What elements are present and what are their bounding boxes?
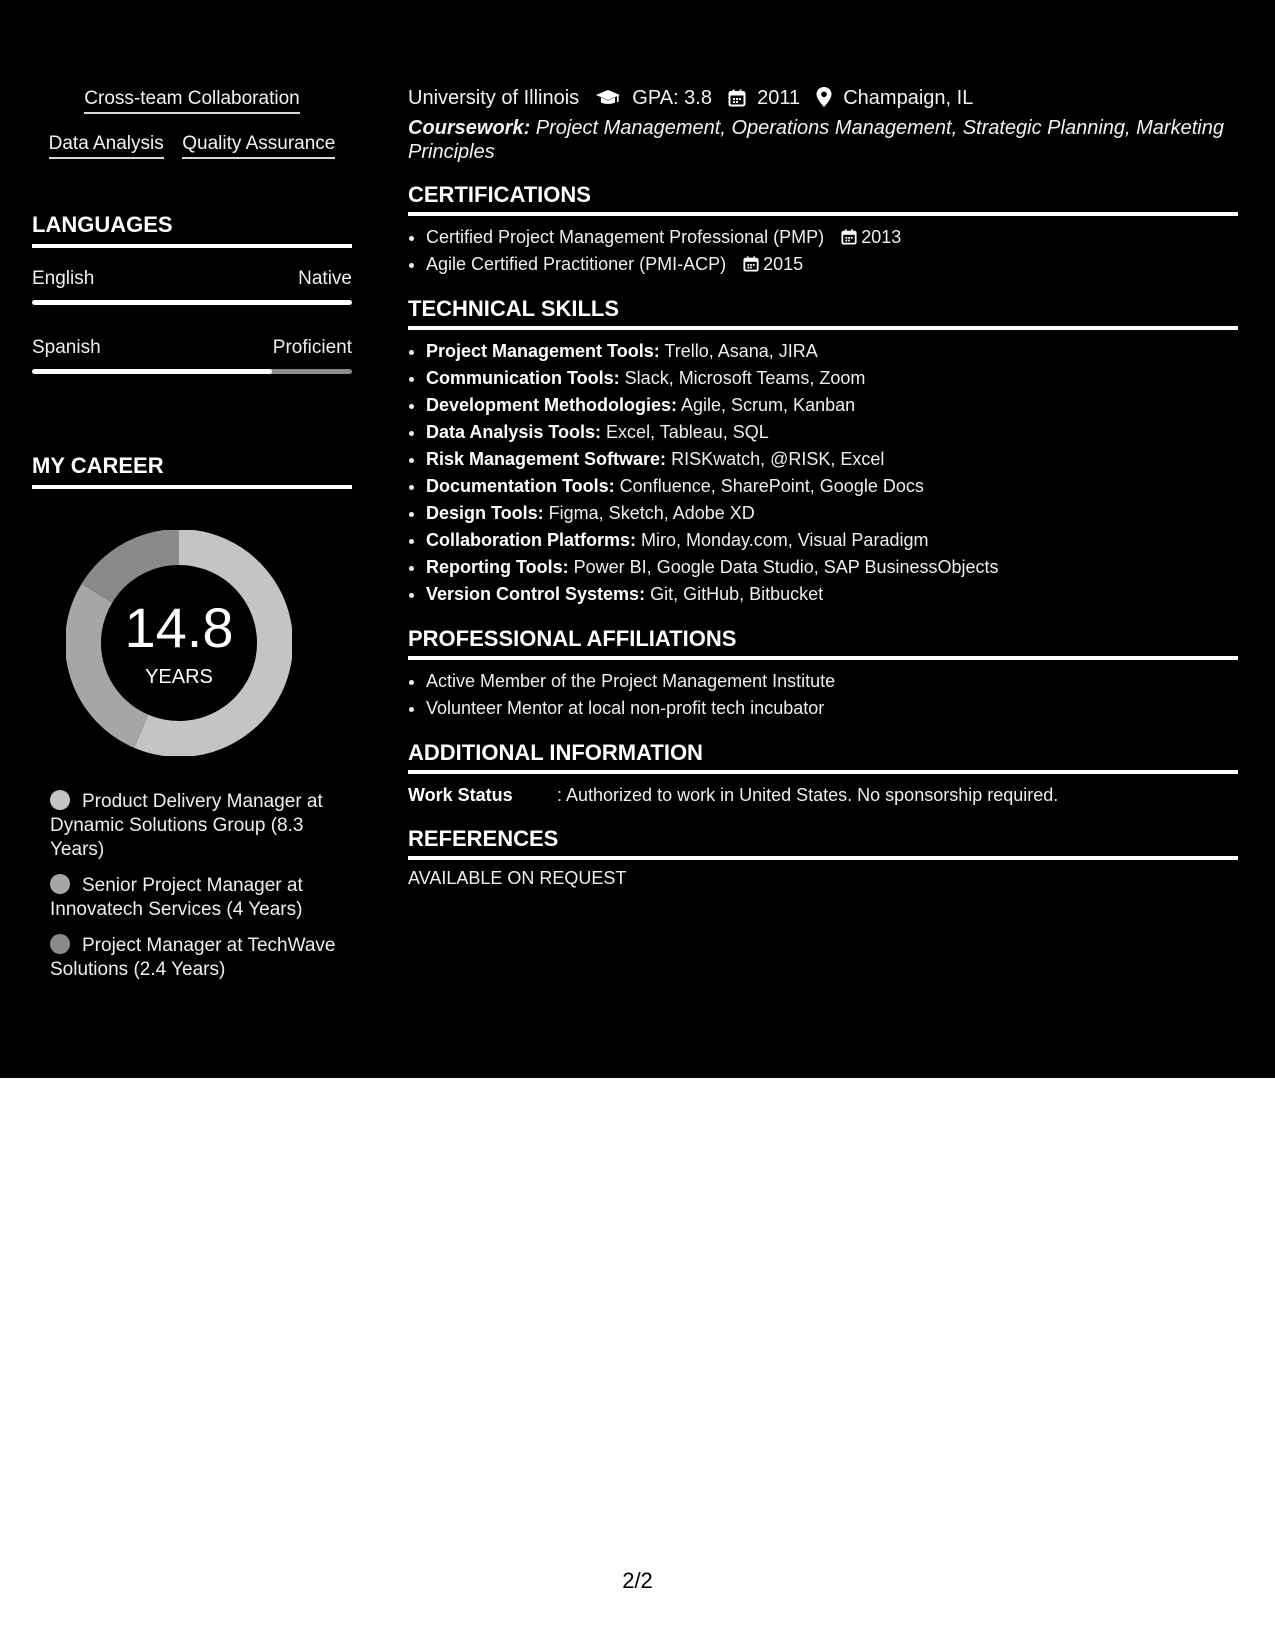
skill-category: Data Analysis Tools: (426, 422, 602, 442)
certification-year: 2015 (763, 254, 804, 274)
career-heading: MY CAREER (32, 453, 352, 489)
calendar-icon (743, 256, 759, 272)
skill-category: Reporting Tools: (426, 557, 569, 577)
skill-values: Trello, Asana, JIRA (659, 341, 818, 361)
skill-category: Version Control Systems: (426, 584, 646, 604)
skill-item (426, 473, 1238, 500)
skill-values: Figma, Sketch, Adobe XD (543, 503, 755, 523)
skills-row-2 (32, 133, 352, 159)
proficiency-bar (32, 369, 352, 374)
graduation-year: 2011 (757, 87, 801, 109)
legend-dot (50, 874, 70, 894)
skill-item (426, 392, 1238, 419)
school-name: University of Illinois (408, 87, 580, 109)
proficiency-fill (32, 300, 352, 305)
calendar-icon (841, 229, 857, 245)
skills-row-1 (32, 88, 352, 114)
references-heading: REFERENCES (408, 826, 1238, 860)
additional-info-heading: ADDITIONAL INFORMATION (408, 740, 1238, 774)
gpa: GPA: 3.8 (632, 87, 712, 109)
technical-skills-list (408, 338, 1238, 608)
skill-item (426, 527, 1238, 554)
coursework-list: Project Management, Operations Management, Strategic Planning, Marketing Principles (408, 117, 1224, 163)
language-level: Proficient (272, 337, 352, 358)
certifications-list (408, 224, 1238, 278)
skill-item (426, 500, 1238, 527)
skill-values: RISKwatch, @RISK, Excel (666, 449, 885, 469)
certification-year: 2013 (861, 227, 902, 247)
skill-category: Risk Management Software: (426, 449, 667, 469)
work-status-value: : Authorized to work in United States. No sponsorship required. (557, 785, 1059, 805)
skill-item (426, 365, 1238, 392)
language-level: Native (298, 268, 352, 289)
total-years: 14.8 (124, 596, 234, 659)
school-location: Champaign, IL (843, 87, 974, 109)
certifications-heading: CERTIFICATIONS (408, 182, 1238, 216)
skill-tag: Data Analysis (49, 133, 164, 159)
language-name: Spanish (32, 337, 101, 358)
proficiency-bar (32, 300, 352, 305)
career-item (50, 790, 340, 862)
years-unit: YEARS (145, 666, 213, 688)
affiliation-item: • Volunteer Mentor at local non-profit tech incubator (426, 695, 1238, 722)
career-legend (50, 790, 340, 994)
skill-item (426, 581, 1238, 608)
certification-item (426, 251, 1238, 278)
legend-dot (50, 934, 70, 954)
skill-category: Collaboration Platforms: (426, 530, 637, 550)
skill-values: Miro, Monday.com, Visual Paradigm (636, 530, 929, 550)
legend-dot (50, 790, 70, 810)
career-label: Senior Project Manager at Innovatech Services (4 Years) (50, 875, 303, 920)
coursework (408, 116, 1238, 164)
skill-tag: Cross-team Collaboration (84, 88, 299, 114)
skill-values: Slack, Microsoft Teams, Zoom (619, 368, 866, 388)
education-line (408, 84, 1238, 112)
certification-date (829, 227, 901, 247)
skill-category: Documentation Tools: (426, 476, 615, 496)
skill-values: Power BI, Google Data Studio, SAP BusinessObjects (568, 557, 999, 577)
skill-values: Confluence, SharePoint, Google Docs (614, 476, 924, 496)
career-label: Product Delivery Manager at Dynamic Solutions Group (8.3 Years) (50, 791, 323, 860)
references-text: AVAILABLE ON REQUEST (408, 868, 627, 888)
affiliations-heading: PROFESSIONAL AFFILIATIONS (408, 626, 1238, 660)
career-item (50, 934, 340, 982)
technical-skills-heading: TECHNICAL SKILLS (408, 296, 1238, 330)
skill-tag: Quality Assurance (182, 133, 335, 159)
coursework-label: Coursework: (408, 117, 531, 139)
languages-heading: LANGUAGES (32, 212, 352, 248)
calendar-icon (728, 89, 746, 107)
work-status-label: Work Status (408, 785, 513, 805)
skill-item (426, 419, 1238, 446)
career-item (50, 874, 340, 922)
language-name: English (32, 268, 95, 289)
affiliation-item: • Active Member of the Project Management Institute (426, 668, 1238, 695)
certification-name: Certified Project Management Professional (PMP) (426, 227, 825, 247)
affiliations-list (408, 668, 1238, 722)
skill-values: Git, GitHub, Bitbucket (645, 584, 824, 604)
certification-date (731, 254, 803, 274)
skill-values: Agile, Scrum, Kanban (677, 395, 856, 415)
skill-category: Communication Tools: (426, 368, 620, 388)
right-column (408, 84, 1238, 889)
skill-category: Design Tools: (426, 503, 544, 523)
certification-item (426, 224, 1238, 251)
certification-name: Agile Certified Practitioner (PMI-ACP) (426, 254, 727, 274)
donut-segment-3 (97, 547, 179, 593)
skill-item (426, 446, 1238, 473)
career-donut-chart (66, 530, 292, 756)
skill-item (426, 338, 1238, 365)
proficiency-fill (32, 369, 272, 374)
location-pin-icon (816, 87, 832, 107)
skill-item (426, 554, 1238, 581)
skill-values: Excel, Tableau, SQL (601, 422, 769, 442)
work-status-row (408, 782, 1238, 808)
career-label: Project Manager at TechWave Solutions (2.4 Years) (50, 935, 336, 980)
page-number: 2/2 (622, 1568, 653, 1593)
graduation-cap-icon (595, 89, 621, 107)
skill-category: Development Methodologies: (426, 395, 678, 415)
skill-category: Project Management Tools: (426, 341, 660, 361)
